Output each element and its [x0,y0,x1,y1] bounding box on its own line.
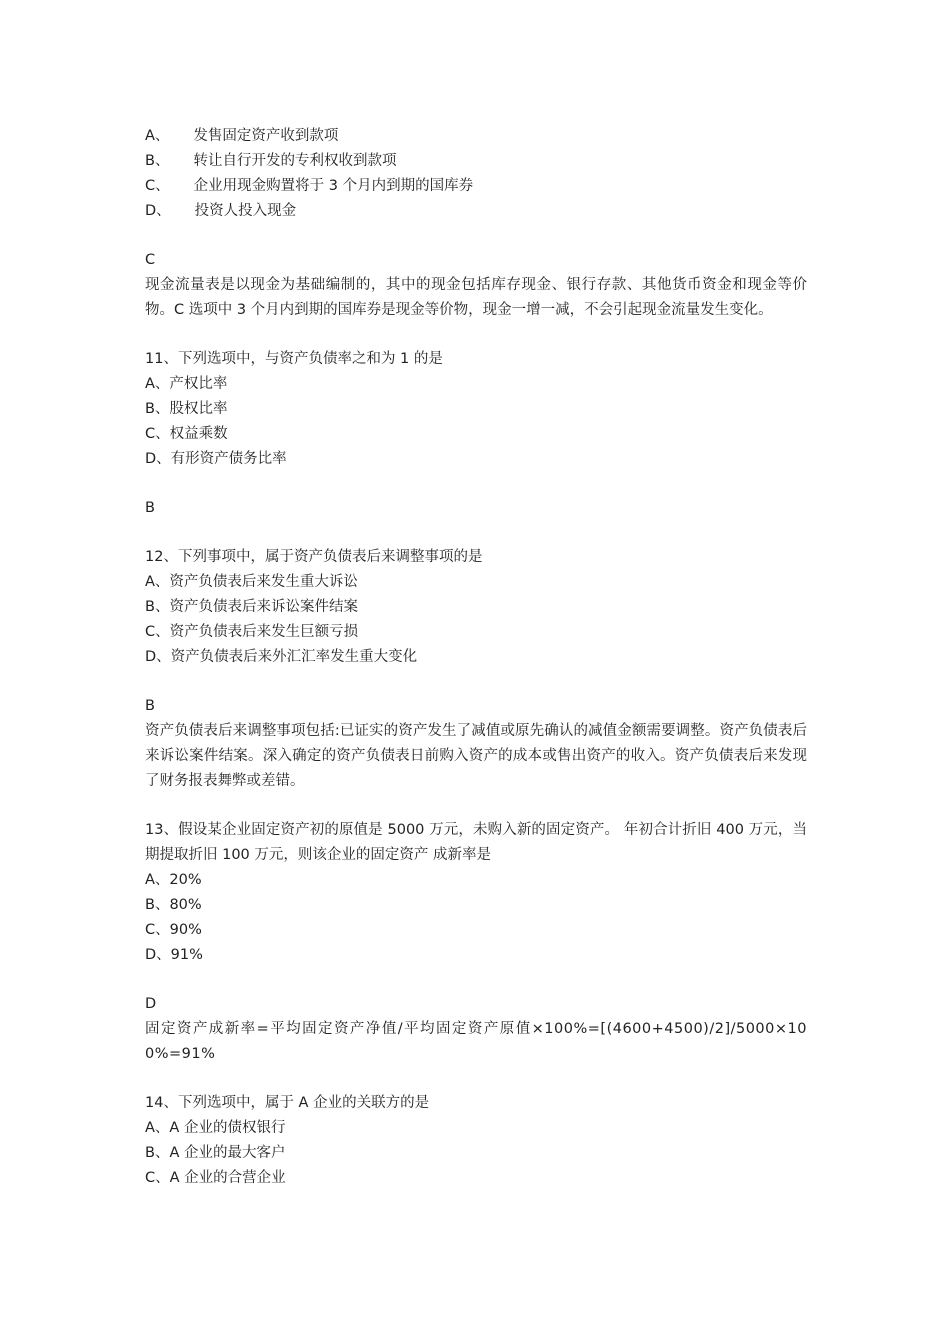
q13-option-b: B、80% [145,897,202,913]
q13-question: 13、假设某企业固定资产初的原值是 5000 万元，未购入新的固定资产。 年初合计折旧 400 万元，当期提取折旧 100 万元，则该企业的固定资产 成新率是 [145,822,807,863]
q10-option-d: D、 投资人投入现金 [145,203,297,219]
q11-answer: B [145,500,155,516]
q13-explanation: 固定资产成新率=平均固定资产净值/平均固定资产原值×100%=[(4600+4500)/2]/5000×100%=91% [145,1021,807,1062]
q14-option-a: A、A 企业的债权银行 [145,1120,286,1136]
q12-option-a: A、资产负债表后来发生重大诉讼 [145,574,358,590]
q14-option-c: C、A 企业的合营企业 [145,1170,286,1186]
q13-option-d: D、91% [145,947,203,963]
q11-question: 11、下列选项中，与资产负债率之和为 1 的是 [145,351,443,367]
q13-option-a: A、20% [145,872,202,888]
q13-option-c: C、90% [145,922,202,938]
q12-answer: B [145,698,155,714]
q10-explanation: 现金流量表是以现金为基础编制的，其中的现金包括库存现金、银行存款、其他货币资金和现金等价物。C 选项中 3 个月内到期的国库券是现金等价物，现金一增一减，不会引起现金流量发生变化。 [145,277,807,318]
q10-option-b: B、 转让自行开发的专利权收到款项 [145,153,397,169]
q14-option-b: B、A 企业的最大客户 [145,1145,286,1161]
q10-option-c: C、 企业用现金购置将于 3 个月内到期的国库券 [145,178,474,194]
q14-question: 14、下列选项中，属于 A 企业的关联方的是 [145,1095,430,1111]
q12-option-b: B、资产负债表后来诉讼案件结案 [145,599,358,615]
document-content [145,124,807,1191]
q13-answer: D [145,996,157,1012]
q12-question: 12、下列事项中，属于资产负债表后来调整事项的是 [145,549,483,565]
q12-explanation: 资产负债表后来调整事项包括:已证实的资产发生了减值或原先确认的减值金额需要调整。资产负债表后来诉讼案件结案。深入确定的资产负债表日前购入资产的成本或售出资产的收入。资产负债表后来发现了财务报表舞弊或差错。 [145,723,807,789]
q11-option-a: A、产权比率 [145,376,228,392]
q12-option-d: D、资产负债表后来外汇汇率发生重大变化 [145,649,418,665]
q11-option-c: C、权益乘数 [145,426,228,442]
q11-option-b: B、股权比率 [145,401,228,417]
q10-option-a: A、 发售固定资产收到款项 [145,128,339,144]
q12-option-c: C、资产负债表后来发生巨额亏损 [145,624,359,640]
q11-option-d: D、有形资产债务比率 [145,451,287,467]
q10-answer: C [145,252,156,268]
